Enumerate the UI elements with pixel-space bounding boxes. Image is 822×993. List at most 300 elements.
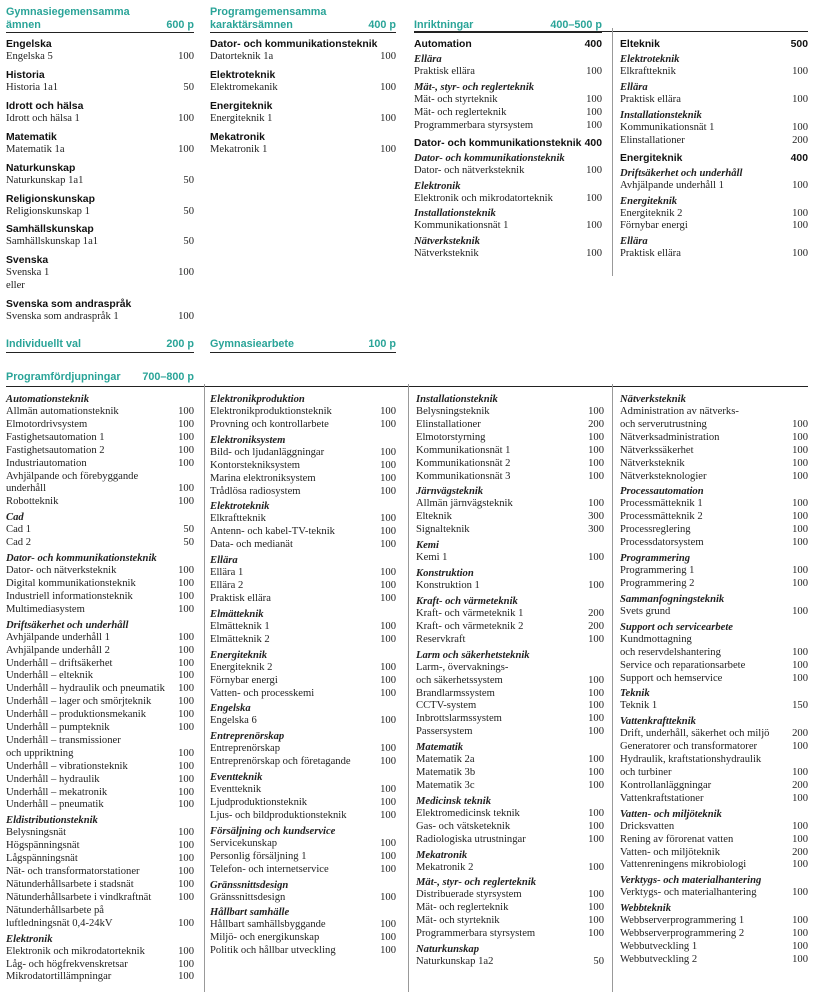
course-row [620,220,808,233]
course-name: Passersystem [416,726,473,738]
course-points: 100 [178,971,194,983]
course-name: Processmätteknik 1 [620,498,703,510]
course-name: Telefon- och internetservice [210,863,329,875]
subject-title: Hållbart samhälle [210,907,290,919]
course-points: 100 [178,773,194,785]
course-row [416,808,604,821]
course-row [6,591,194,604]
track-name: Energiteknik [620,152,683,164]
course-name: Avhjälpande underhåll 1 [620,179,724,191]
course-points: 100 [178,431,194,443]
track-points: 400 [584,39,602,50]
course-points: 100 [380,112,396,124]
course-name: Underhåll – driftsäkerhet [6,657,113,669]
subject-title: Konstruktion [416,568,474,580]
course-row [210,460,396,473]
course-name: Industriautomation [6,457,87,469]
course-points: 100 [178,406,194,417]
course-name: Kundmottagning [620,633,692,645]
course-points: 100 [178,644,194,656]
course-row [416,915,604,928]
course-name: Kommunikationsnät 1 [414,220,509,232]
group-title: Svenska [6,255,49,267]
course-points: 100 [178,311,194,323]
course-name: Kommunikationsnät 1 [416,444,511,456]
course-points: 100 [588,889,604,901]
course-points: 100 [792,577,808,589]
course-name: Radiologiska utrustningar [416,833,526,845]
course-name: Robotteknik [6,496,59,508]
course-row [620,941,808,954]
course-name: Programmerbara styrsystem [416,928,536,940]
track-points: 500 [790,39,808,50]
course-points: 100 [178,418,194,430]
course-name: Miljö- och energikunskap [210,932,320,944]
course-points [190,905,194,918]
course-row [620,406,808,419]
subject-title: Driftsäkerhet och underhåll [620,167,743,179]
course-name: Vatten- och processkemi [210,687,315,699]
course-points: 100 [588,406,604,417]
course-row [210,634,396,647]
fordj-points: 700–800 p [142,371,194,383]
course-name: och säkerhetssystem [416,674,503,686]
course-points: 200 [588,620,604,632]
course-name: Nätverksteknologier [620,470,707,482]
course-points: 100 [792,220,808,232]
course-row [210,838,396,851]
course-points: 100 [588,431,604,443]
course-row [414,66,602,79]
course-group [6,254,194,293]
course-name: Kommunikationsnät 3 [416,470,511,482]
course-row [416,767,604,780]
subject-title: Dator- och kommunikationsteknik [6,553,157,565]
course-name: Mät- och styrteknik [416,915,500,927]
course-name: Dator- och nätverksteknik [414,164,525,176]
course-row [6,799,194,812]
course-row [210,892,396,905]
course-name: Elmotordrivsystem [6,418,88,430]
subject-title: Automationsteknik [6,394,90,405]
course-row [620,432,808,445]
course-name: Gränssnittsdesign [210,891,286,903]
course-points: 100 [380,446,396,458]
course-points: 200 [588,418,604,430]
subject-title: Energiteknik [210,649,268,661]
course-points [804,406,808,419]
subject-title: Elektronik [6,933,53,945]
course-row [6,604,194,617]
course-row [620,954,808,967]
course-row [6,959,194,972]
course-row [6,471,194,484]
gym-course-list [6,38,194,324]
course-row [210,526,396,539]
course-points: 100 [380,81,396,93]
subject-title: Ellära [620,236,648,248]
prog-header [210,6,396,33]
group-title: Mekatronik [210,131,265,143]
course-row [6,735,194,748]
course-points: 100 [588,470,604,482]
track-title [620,38,808,51]
group-title: Energiteknik [210,100,273,112]
course-name: Nätunderhållsarbete i stadsnät [6,879,134,890]
group-title: Svenska som andraspråk [6,299,132,311]
course-points: 100 [178,590,194,602]
course-row [416,634,604,647]
course-name: Nätverksteknik [620,457,685,469]
course-points: 100 [380,567,396,579]
course-points: 100 [178,143,194,155]
course-points [190,735,194,748]
course-points: 100 [178,657,194,669]
course-points: 100 [588,820,604,832]
course-points: 50 [183,205,194,217]
course-name: Elmätteknik 2 [210,633,270,645]
course-points: 100 [380,485,396,497]
course-name: Programmering 2 [620,577,695,589]
course-points: 100 [588,498,604,510]
course-row [210,784,396,797]
course-name: Nätunderhållsarbete på [6,904,104,916]
course-name: Nätverksteknik [414,248,479,260]
course-points: 100 [380,687,396,699]
track-name: Dator- och kommunikationsteknik [414,137,582,149]
course-row [620,647,808,660]
course-row [6,774,194,787]
course-points: 100 [792,859,808,871]
subject-title: Elmätteknik [210,608,264,620]
course-name: Mekatronik 2 [416,861,474,873]
course-points: 100 [792,887,808,899]
course-row [414,220,602,233]
course-row [416,902,604,915]
course-points: 200 [588,607,604,619]
course-name: Elektromedicinsk teknik [416,807,520,819]
course-points: 100 [178,840,194,852]
course-row [416,608,604,621]
course-name: Service och reparationsarbete [620,659,746,671]
course-row [210,797,396,810]
course-points: 100 [586,220,602,232]
course-name: och serverutrustning [620,418,707,430]
course-row [6,905,194,918]
course-row [620,135,808,148]
course-row [620,847,808,860]
course-points: 100 [792,537,808,549]
course-name: CCTV-system [416,700,477,712]
course-name: Industriell informationsteknik [6,590,133,602]
course-name: och reservdelshantering [620,646,721,658]
course-row [416,713,604,726]
course-row [6,840,194,853]
course-row [620,928,808,941]
course-name: Underhåll – elteknik [6,670,94,682]
course-row [6,113,194,126]
course-points: 200 [792,846,808,858]
course-name: Bild- och ljudanläggningar [210,446,325,458]
subject-title: Verktygs- och materialhantering [620,875,762,887]
subject-title: Järnvägsteknik [416,486,484,498]
subject-title: Naturkunskap [416,944,479,956]
course-points: 100 [380,850,396,862]
course-points: 100 [178,853,194,865]
course-points: 100 [178,457,194,469]
course-name: Låg- och högfrekvenskretsar [6,958,128,970]
subject-title: Sammanfogningsteknik [620,593,725,605]
course-points: 100 [792,179,808,191]
course-name: Servicekunskap [210,837,278,849]
course-points: 100 [380,837,396,849]
course-points: 100 [586,106,602,118]
subject-title: Kemi [416,540,439,552]
course-name: Rening av förorenat vatten [620,833,734,845]
course-row [6,748,194,761]
track-title [414,38,602,51]
course-points: 100 [792,792,808,804]
fordj-col-1 [6,393,194,984]
course-row [210,851,396,864]
course-name: Avhjälpande underhåll 1 [6,631,110,643]
course-points: 100 [380,620,396,632]
course-points: 100 [588,687,604,699]
course-row [6,406,194,419]
course-row [210,580,396,593]
course-points: 100 [586,248,602,260]
course-points: 100 [380,784,396,796]
course-row [6,537,194,550]
course-points: 100 [178,722,194,734]
subject-title: Medicinsk teknik [416,795,492,807]
course-group [6,193,194,219]
individuellt-section [6,338,194,353]
course-points: 100 [380,743,396,755]
course-points: 100 [588,767,604,779]
course-row [620,793,808,806]
course-name: Entreprenörskap och företagande [210,756,351,768]
course-points: 100 [588,807,604,819]
course-row [416,889,604,902]
course-group [210,100,396,126]
course-name: Larm-, övervaknings- [416,661,509,673]
fordj-col-2 [210,393,396,958]
course-points: 100 [588,861,604,873]
course-row [620,728,808,741]
course-points: 100 [792,498,808,510]
course-points: 50 [183,174,194,186]
course-points: 200 [792,728,808,740]
course-row [6,175,194,188]
course-points: 100 [588,457,604,469]
course-row [6,946,194,959]
course-name: Kraft- och värmeteknik 1 [416,607,524,619]
course-row [416,406,604,419]
course-row [416,834,604,847]
course-row [210,919,396,932]
course-points: 50 [183,524,194,536]
course-name: Energiteknik 1 [210,112,273,124]
course-name: Nätverkssäkerhet [620,444,694,456]
course-points: 100 [178,696,194,708]
course-points: 100 [792,605,808,617]
course-name: luftledningsnät 0,4-24kV [6,917,113,929]
track-name: Automation [414,39,472,50]
course-name: Praktisk ellära [210,592,271,604]
course-name: Elmotorstyrning [416,431,486,443]
individuellt-points: 200 p [166,338,194,350]
course-name: Gas- och vätsketeknik [416,820,511,832]
course-points: 300 [588,524,604,536]
course-row [6,432,194,445]
course-row [414,94,602,107]
course-points: 100 [792,672,808,684]
course-points [600,662,604,675]
course-row [6,632,194,645]
course-points: 100 [178,267,194,279]
subject-title: Teknik [620,688,650,700]
prog-course-list [210,38,396,157]
course-row [416,675,604,688]
course-row [620,511,808,524]
prog-section [210,6,396,157]
course-points: 100 [588,726,604,738]
course-row [210,51,396,64]
course-points [190,280,194,293]
gym-points: 600 p [166,18,194,31]
course-name: Elinstallationer [416,418,481,430]
inrikt-points: 400–500 p [550,18,602,31]
course-row [6,879,194,892]
course-name: Webbserverprogrammering 1 [620,915,745,927]
course-row [416,552,604,565]
course-row [6,670,194,683]
course-name: Elkraftteknik [620,66,676,77]
course-row [416,821,604,834]
course-name: Kraft- och värmeteknik 2 [416,620,524,632]
course-name: Elmätteknik 1 [210,620,270,632]
course-name: Datorteknik 1a [210,51,274,62]
course-name: Dricksvatten [620,820,675,832]
course-name: Nätverksadministration [620,431,720,443]
course-group [210,69,396,95]
course-points: 100 [178,670,194,682]
course-name: Politik och hållbar utveckling [210,945,336,957]
course-points: 50 [183,81,194,93]
course-name: Provning och kontrollarbete [210,418,329,430]
course-group [210,131,396,157]
gym-header [6,6,194,33]
course-row [6,722,194,735]
course-row [416,726,604,739]
course-points: 100 [380,797,396,809]
course-name: Inbrottslarmssystem [416,713,502,725]
course-row [6,280,194,293]
subject-title: Larm och säkerhetsteknik [416,649,530,661]
course-row [210,473,396,486]
subject-title: Mät-, styr- och reglerteknik [414,81,535,93]
course-points: 100 [792,444,808,456]
course-name: Matematik 2a [416,754,475,766]
course-points: 100 [178,631,194,643]
course-points: 200 [792,779,808,791]
course-row [416,580,604,593]
course-row [6,892,194,905]
subject-title: Matematik [416,742,464,754]
subject-title: Driftsäkerhet och underhåll [6,619,129,631]
course-name: Mekatronik 1 [210,143,268,155]
subject-title: Elektronikproduktion [210,394,305,405]
course-row [6,761,194,774]
course-points: 100 [380,513,396,525]
inrikt-col-b [620,38,808,261]
course-points: 100 [178,577,194,589]
course-row [6,311,194,324]
course-group [6,38,194,64]
course-name: Energiteknik 2 [620,207,683,219]
course-points: 100 [588,779,604,791]
course-points: 100 [792,659,808,671]
course-group [6,298,194,324]
course-row [210,113,396,126]
course-name: Kontrollanläggningar [620,779,712,791]
course-name: Ellära 2 [210,580,244,592]
subject-title: Dator- och kommunikationsteknik [414,152,565,164]
course-points: 100 [792,833,808,845]
course-name: Eventteknik [210,784,262,796]
course-points: 100 [380,809,396,821]
course-row [6,971,194,984]
course-row [210,932,396,945]
course-points: 50 [183,236,194,248]
course-row [416,458,604,471]
subject-title: Mekatronik [416,849,468,861]
inrikt-title: Inriktningar [414,18,474,31]
course-name: Belysningsnät [6,827,67,839]
course-points: 100 [380,472,396,484]
course-name: Drift, underhåll, säkerhet och miljö [620,728,770,740]
course-name: Nätunderhållsarbete i vindkraftnät [6,891,152,903]
course-name: Avhjälpande underhåll 2 [6,644,110,656]
course-row [416,524,604,537]
course-name: Underhåll – hydraulik [6,773,100,785]
course-name: Naturkunskap 1a1 [6,174,84,186]
course-points: 100 [792,954,808,965]
course-name: Högspänningsnät [6,840,80,852]
course-points: 100 [380,945,396,957]
course-name: Praktisk ellära [414,66,475,77]
course-name: Underhåll – pumpteknik [6,722,110,734]
course-name: Trådlösa radiosystem [210,485,301,497]
course-row [210,756,396,769]
course-points: 100 [380,539,396,551]
course-points: 100 [380,143,396,155]
course-points: 100 [178,565,194,577]
course-name: Svenska 1 [6,267,50,279]
course-row [6,419,194,432]
course-row [6,853,194,866]
course-points: 100 [792,66,808,77]
inrikt-header [414,6,602,33]
course-name: Avhjälpande och förebyggande [6,470,139,482]
course-points: 100 [588,700,604,712]
prog-title: Programgemensamma karaktärsämnen [210,6,327,31]
course-group [6,223,194,249]
fordj-col-3 [416,393,604,969]
course-name: Reservkraft [416,633,466,645]
course-points: 50 [183,537,194,549]
